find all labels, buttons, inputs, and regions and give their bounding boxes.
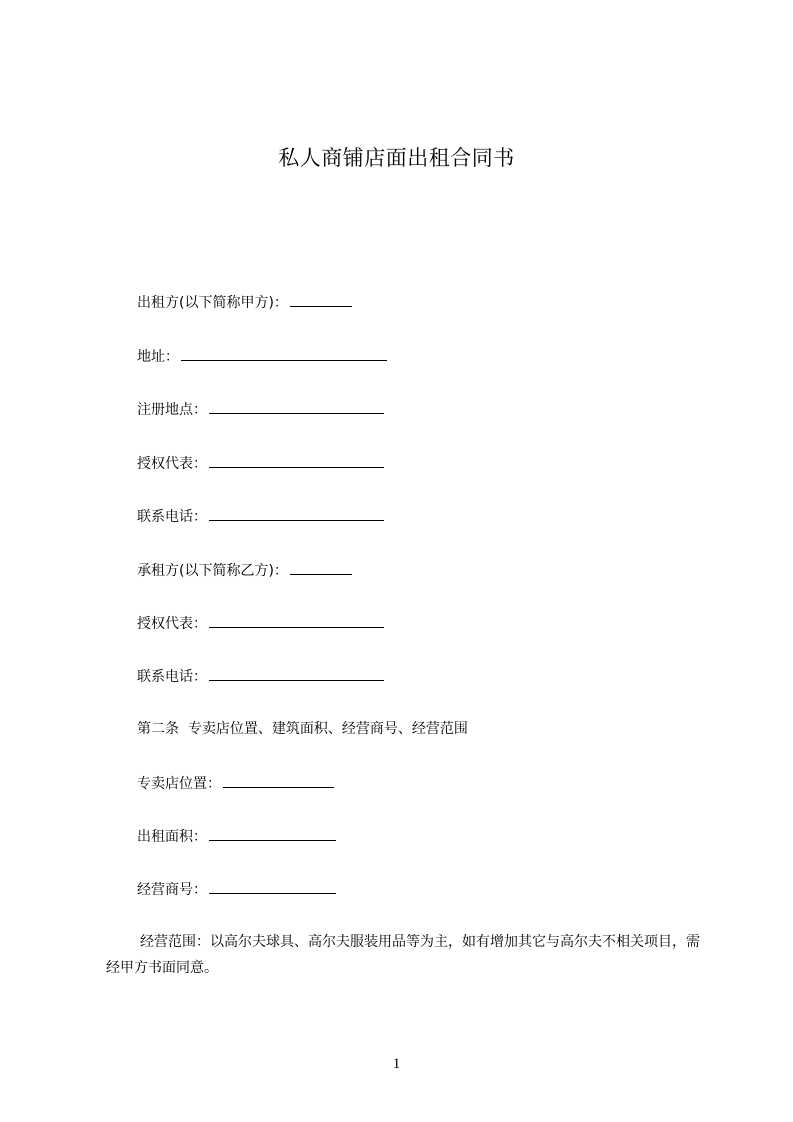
rental-area-label: 出租面积：: [137, 829, 207, 845]
address-field: [137, 346, 387, 367]
registered-place-field: [137, 399, 384, 420]
lessee-representative-field: [137, 613, 384, 634]
lessee-phone-blank: [209, 666, 384, 681]
lessor-blank: [290, 292, 352, 307]
registered-place-label: 注册地点：: [137, 402, 207, 418]
lessor-representative-label: 授权代表：: [137, 456, 207, 472]
lessee-field: [137, 560, 352, 581]
lessee-representative-label: 授权代表：: [137, 616, 207, 632]
store-location-blank: [223, 773, 334, 788]
rental-area-blank: [209, 826, 336, 841]
rental-area-field: [137, 826, 336, 847]
store-location-label: 专卖店位置：: [137, 776, 221, 792]
document-title: 私人商铺店面出租合同书: [278, 146, 515, 170]
lessee-phone-label: 联系电话：: [137, 669, 207, 685]
lessor-phone-blank: [209, 506, 384, 521]
store-location-field: [137, 773, 334, 794]
trade-name-label: 经营商号：: [137, 882, 207, 898]
article-2-heading: 第二条 专卖店位置、建筑面积、经营商号、经营范围: [137, 721, 468, 737]
address-blank: [181, 346, 387, 361]
address-label: 地址：: [137, 349, 179, 365]
lessee-blank: [290, 560, 352, 575]
lessee-representative-blank: [209, 613, 384, 628]
registered-place-blank: [209, 399, 384, 414]
trade-name-field: [137, 879, 336, 900]
lessor-phone-label: 联系电话：: [137, 509, 207, 525]
lessor-label: 出租方(以下简称甲方)：: [137, 295, 288, 311]
lessor-phone-field: [137, 506, 384, 527]
lessee-label: 承租方(以下简称乙方)：: [137, 563, 288, 579]
lessee-phone-field: [137, 666, 384, 687]
trade-name-blank: [209, 879, 336, 894]
business-scope-paragraph: 经营范围：以高尔夫球具、高尔夫服装用品等为主，如有增加其它与高尔夫不相关项目，需经甲方书面同意。: [106, 934, 700, 976]
lessor-representative-blank: [209, 453, 384, 468]
page-number: 1: [392, 1056, 401, 1072]
lessor-field: [137, 292, 352, 313]
lessor-representative-field: [137, 453, 384, 474]
